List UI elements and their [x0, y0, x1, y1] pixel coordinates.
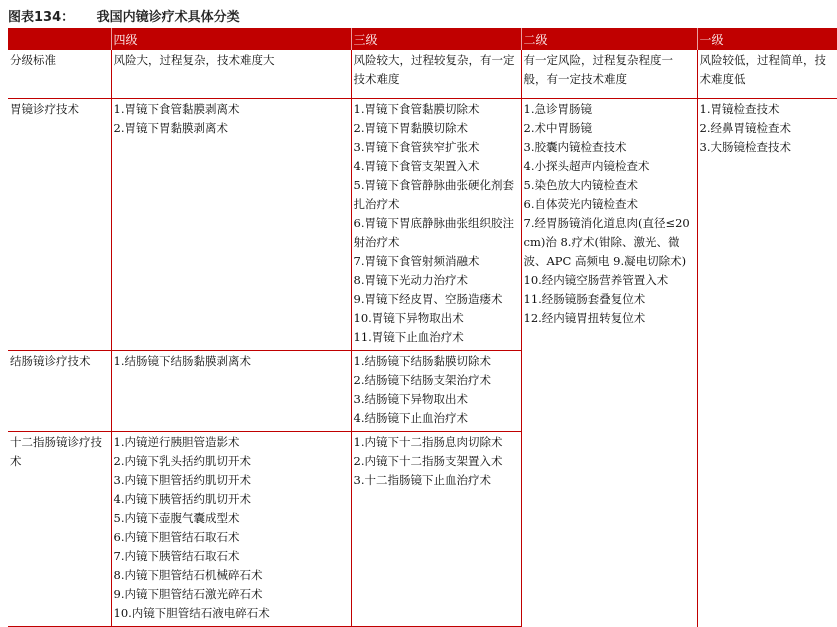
table-cell: [697, 50, 837, 99]
list-item: 12.经内镜胃扭转复位术: [523, 311, 646, 325]
list-item: 6.自体荧光内镜检查术: [523, 197, 638, 211]
table-row: [8, 351, 837, 432]
list-item: 1.内镜逆行胰胆管造影术: [113, 435, 240, 449]
table-cell: [111, 351, 351, 432]
list-item: 10.经内镜空肠营养管置入术: [523, 273, 669, 287]
list-item: 风险较大，过程较复杂，有一定技术难度: [353, 53, 515, 86]
list-item: 10.胃镜下异物取出术: [353, 311, 464, 325]
list-item: 7.胃镜下食管射频消融术: [353, 254, 480, 268]
list-item: 9.内镜下胆管结石激光碎石术: [113, 587, 263, 601]
list-item: 4.小探头超声内镜检查术: [523, 159, 650, 173]
table-cell: [111, 432, 351, 627]
list-item: 1.胃镜下食管黏膜剥离术: [113, 102, 240, 116]
table-row: [8, 50, 837, 99]
row-category: 胃镜诊疗技术: [8, 99, 111, 351]
list-item: 1.胃镜检查技术: [699, 102, 780, 116]
header-level-3: 三级: [351, 28, 521, 50]
list-item: 风险较低，过程简单，技术难度低: [699, 53, 826, 86]
list-item: 2.胃镜下胃黏膜剥离术: [113, 121, 228, 135]
table-cell: [351, 351, 521, 432]
table-header-row: [8, 28, 837, 50]
list-item: 2.术中胃肠镜: [523, 121, 592, 135]
list-item: 1.胃镜下食管黏膜切除术: [353, 102, 480, 116]
table-cell: [521, 50, 697, 99]
table-cell: [697, 432, 837, 627]
list-item: 2.胃镜下胃黏膜切除术: [353, 121, 468, 135]
list-item: 8.胃镜下光动力治疗术: [353, 273, 468, 287]
list-item: 4.内镜下胰管括约肌切开术: [113, 492, 251, 506]
list-item: 5.染色放大内镜检查术: [523, 178, 638, 192]
figure-title-text: 我国内镜诊疗术具体分类: [96, 10, 240, 25]
list-item: 2.内镜下乳头括约肌切开术: [113, 454, 251, 468]
list-item: 11.胃镜下止血治疗术: [353, 330, 464, 344]
header-level-1: 一级: [697, 28, 837, 50]
list-item: 1.内镜下十二指肠息肉切除术: [353, 435, 503, 449]
list-item: 3.胶囊内镜检查技术: [523, 140, 627, 154]
list-item: 9.胃镜下经皮胃、空肠造瘘术: [353, 292, 503, 306]
table-cell: [521, 351, 697, 432]
list-item: 8.内镜下胆管结石机械碎石术: [113, 568, 263, 582]
list-item: 3.大肠镜检查技术: [699, 140, 791, 154]
figure-title: [8, 6, 240, 25]
list-item: 3.内镜下胆管括约肌切开术: [113, 473, 251, 487]
list-item: 3.胃镜下食管狭窄扩张术: [353, 140, 480, 154]
figure-label: 图表134：: [8, 10, 75, 25]
table-cell: [351, 50, 521, 99]
row-category: 结肠镜诊疗技术: [8, 351, 111, 432]
list-item: 11.经肠镜肠套叠复位术: [523, 292, 646, 306]
list-item: 5.内镜下壶腹气囊成型术: [113, 511, 240, 525]
table-cell: [351, 432, 521, 627]
list-item: 2.结肠镜下结肠支架治疗术: [353, 373, 491, 387]
list-item: 风险大，过程复杂，技术难度大: [113, 53, 275, 67]
list-item: 2.内镜下十二指肠支架置入术: [353, 454, 503, 468]
list-item: 1.结肠镜下结肠黏膜切除术: [353, 354, 491, 368]
list-item: 6.胃镜下胃底静脉曲张组织胶注射治疗术: [353, 216, 514, 249]
list-item: 10.内镜下胆管结石液电碎石术: [113, 606, 270, 620]
table-body: [8, 50, 837, 627]
list-item: 7.内镜下胰管结石取石术: [113, 549, 240, 563]
table-cell: [697, 351, 837, 432]
table-cell: [697, 99, 837, 351]
classification-table: [8, 28, 837, 627]
list-item: 5.胃镜下食管静脉曲张硬化剂套扎治疗术: [353, 178, 514, 211]
list-item: 有一定风险，过程复杂程度一般，有一定技术难度: [523, 53, 673, 86]
header-category: [8, 28, 111, 50]
list-item: 4.结肠镜下止血治疗术: [353, 411, 468, 425]
table-cell: [111, 99, 351, 351]
table-cell: [521, 432, 697, 627]
list-item: 6.内镜下胆管结石取石术: [113, 530, 240, 544]
list-item: 3.结肠镜下异物取出术: [353, 392, 468, 406]
table-cell: [521, 99, 697, 351]
table-cell: [351, 99, 521, 351]
header-level-2: 二级: [521, 28, 697, 50]
row-category: 十二指肠镜诊疗技术: [8, 432, 111, 627]
list-item: 1.结肠镜下结肠黏膜剥离术: [113, 354, 251, 368]
row-category: 分级标准: [8, 50, 111, 99]
table-row: [8, 99, 837, 351]
header-level-4: 四级: [111, 28, 351, 50]
list-item: 7.经胃肠镜消化道息肉(直径≤20cm)治 8.疗术(钳除、激光、微波、APC 高频电 9.凝电切除术): [523, 216, 690, 268]
table-cell: [111, 50, 351, 99]
table-row: [8, 432, 837, 627]
list-item: 1.急诊胃肠镜: [523, 102, 592, 116]
list-item: 4.胃镜下食管支架置入术: [353, 159, 480, 173]
list-item: 2.经鼻胃镜检查术: [699, 121, 791, 135]
list-item: 3.十二指肠镜下止血治疗术: [353, 473, 491, 487]
